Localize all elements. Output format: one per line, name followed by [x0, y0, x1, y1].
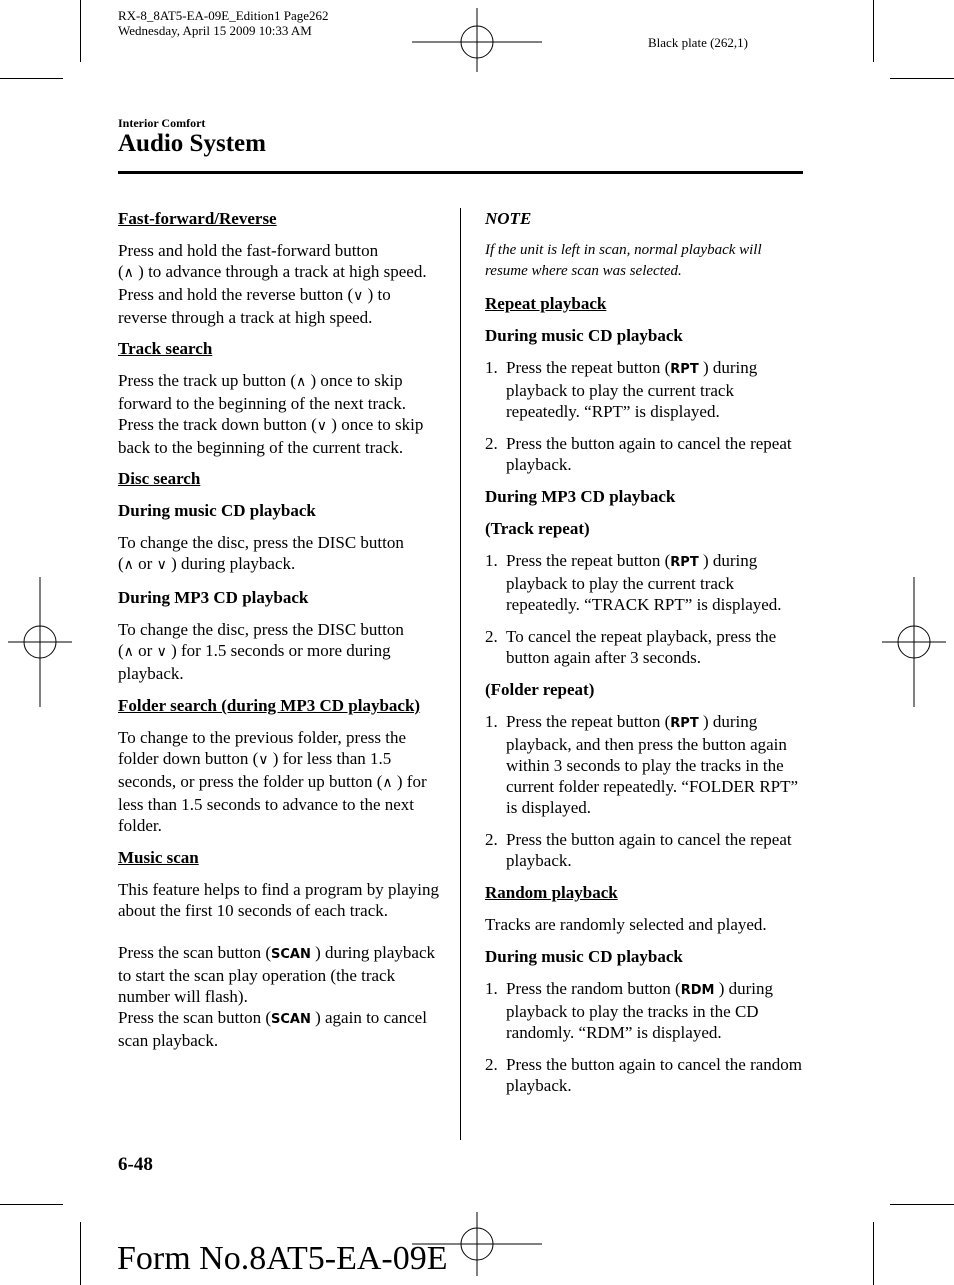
down-icon: ∨ — [316, 418, 328, 434]
disc-search-cd-text: To change the disc, press the DISC button (∧ or ∨ ) during playback. — [118, 533, 404, 573]
random-cd-heading: During music CD playback — [485, 947, 683, 966]
page-title: Audio System — [118, 130, 266, 157]
track-search-heading: Track search — [118, 339, 213, 358]
track-repeat-heading: (Track repeat) — [485, 519, 590, 538]
rdm-icon: RDM — [680, 983, 715, 998]
date-line: Wednesday, April 15 2009 10:33 AM — [118, 23, 312, 38]
crop-mark — [0, 1204, 63, 1205]
music-scan-heading: Music scan — [118, 848, 199, 867]
up-icon: ∧ — [382, 775, 393, 791]
random-playback-heading: Random playback — [485, 883, 618, 902]
column-divider — [460, 208, 461, 1140]
down-icon: ∨ — [156, 557, 167, 573]
folder-repeat-heading: (Folder repeat) — [485, 680, 595, 699]
crop-mark — [80, 0, 81, 62]
page-number: 6-48 — [118, 1154, 153, 1175]
crop-mark — [873, 1222, 874, 1285]
down-icon: ∨ — [156, 644, 167, 660]
crop-mark — [0, 78, 63, 79]
fast-forward-heading: Fast-forward/Reverse — [118, 209, 277, 228]
crop-mark — [80, 1222, 81, 1285]
disc-search-heading: Disc search — [118, 469, 201, 488]
up-icon: ∧ — [123, 557, 134, 573]
list-item: 1. Press the repeat button (RPT ) during playback, and then press the button again within 3 seconds to play the tracks in the current folder repeatedly. “FOLDER RPT” is displayed. — [485, 712, 799, 817]
crop-mark — [890, 78, 954, 79]
down-icon: ∨ — [258, 752, 269, 768]
list-item: 2. Press the button again to cancel the repeat playback. — [485, 434, 792, 474]
rpt-icon: RPT — [670, 555, 699, 570]
down-icon: ∨ — [353, 288, 364, 304]
plate-label: Black plate (262,1) — [648, 35, 748, 50]
up-icon: ∧ — [123, 265, 134, 281]
form-number: Form No.8AT5-EA-09E — [117, 1240, 448, 1277]
rpt-icon: RPT — [670, 716, 699, 731]
repeat-cd-heading: During music CD playback — [485, 326, 683, 345]
folder-search-heading: Folder search (during MP3 CD playback) — [118, 696, 421, 715]
scan-icon: SCAN — [270, 947, 311, 962]
list-item: 1. Press the repeat button (RPT ) during playback to play the current track repeatedly. “RPT” is displayed. — [485, 358, 758, 421]
music-scan-text-1: This feature helps to find a program by playing about the first 10 seconds of each track. — [118, 880, 440, 920]
crop-mark — [873, 0, 874, 62]
up-icon: ∧ — [123, 644, 134, 660]
left-column — [118, 208, 440, 1051]
repeat-playback-heading: Repeat playback — [485, 294, 607, 313]
music-scan-text-2: Press the scan button (SCAN ) during playback to start the scan play operation (the track number will flash). Press the scan button (SCAN ) again to cancel scan playback. — [118, 943, 435, 1050]
disc-search-cd-heading: During music CD playback — [118, 501, 316, 520]
list-item: 1. Press the random button (RDM ) during playback to play the tracks in the CD randomly. “RDM” is displayed. — [485, 979, 773, 1042]
list-item: 2. To cancel the repeat playback, press the button again after 3 seconds. — [485, 627, 777, 667]
repeat-mp3-heading: During MP3 CD playback — [485, 487, 676, 506]
fast-forward-text: Press and hold the fast-forward button (∧ ) to advance through a track at high speed. Press and hold the reverse button (∨ ) to reverse through a track at high speed. — [118, 241, 427, 327]
track-search-text: Press the track up button (∧ ) once to skip forward to the beginning of the next track. Press the track down button (∨ ) once to skip back to the beginning of the current track. — [118, 371, 424, 457]
disc-search-mp3-text: To change the disc, press the DISC button (∧ or ∨ ) for 1.5 seconds or more during playback. — [118, 620, 404, 683]
disc-search-mp3-heading: During MP3 CD playback — [118, 588, 309, 607]
folder-search-text: To change to the previous folder, press the folder down button (∨ ) for less than 1.5 seconds, or press the folder up button (∧ ) for less than 1.5 seconds to advance to the next folder. — [118, 728, 427, 835]
up-icon: ∧ — [296, 374, 307, 390]
scan-icon: SCAN — [270, 1012, 311, 1027]
registration-mark-top — [412, 8, 542, 72]
list-item: 1. Press the repeat button (RPT ) during playback to play the current track repeatedly. “TRACK RPT” is displayed. — [485, 551, 782, 614]
note-text: If the unit is left in scan, normal playback will resume where scan was selected. — [485, 242, 762, 279]
random-playback-text: Tracks are randomly selected and played. — [485, 915, 767, 934]
note-heading: NOTE — [485, 209, 532, 228]
crop-mark — [890, 1204, 954, 1205]
registration-mark-right — [882, 577, 946, 707]
registration-mark-left — [8, 577, 72, 707]
list-item: 2. Press the button again to cancel the repeat playback. — [485, 830, 792, 870]
file-line: RX-8_8AT5-EA-09E_Edition1 Page262 — [118, 8, 329, 23]
right-column — [485, 208, 805, 1107]
title-rule — [118, 171, 803, 174]
section-label: Interior Comfort — [118, 116, 206, 130]
file-info — [118, 8, 329, 38]
list-item: 2. Press the button again to cancel the random playback. — [485, 1055, 802, 1095]
rpt-icon: RPT — [670, 362, 699, 377]
